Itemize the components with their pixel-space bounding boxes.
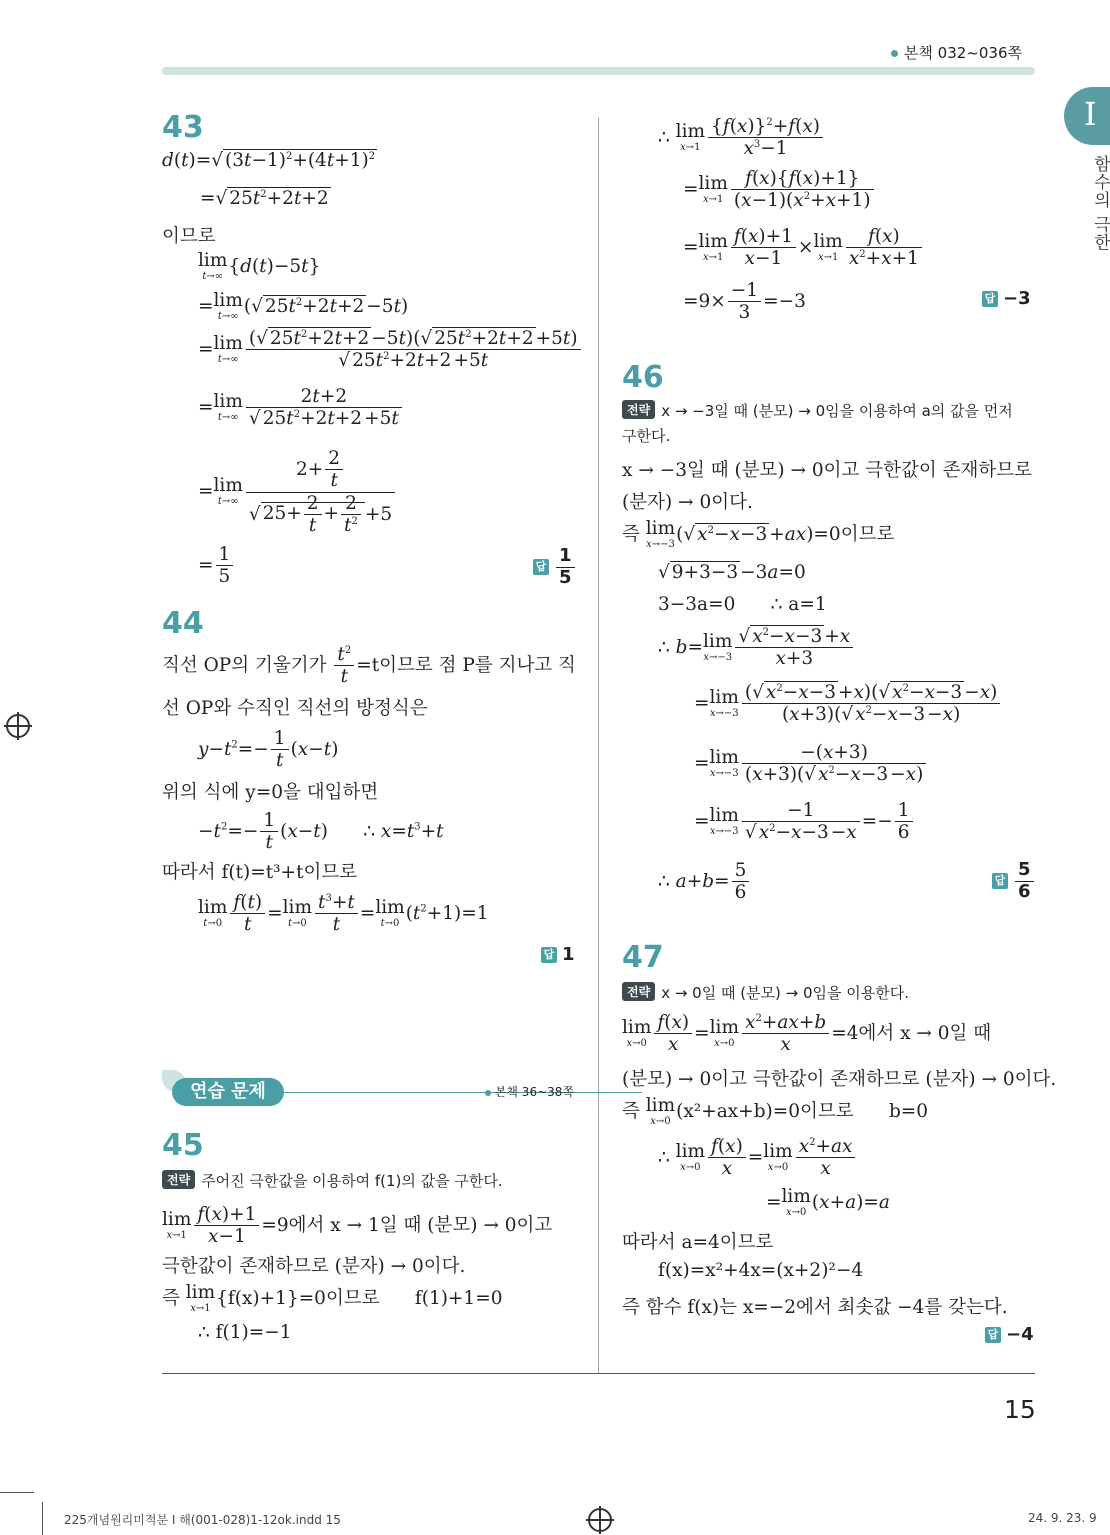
column-divider [598, 118, 599, 1373]
chapter-tab: I [1064, 87, 1110, 145]
text-47-3: 즉 lim x→0 (x²+ax+b)=0이므로 b=0 [622, 1095, 929, 1127]
eq-46-2: 3−3a=0 ∴ a=1 [658, 594, 827, 615]
eq-45c-4: =9× $\frac{-1}{3}$ =−3 [683, 280, 806, 324]
eq-43-5: =lim t→∞ $\frac{(√ 25t^2+2t+2 -5t)(√ 25t^2+2t+2 +5t)}{√ 25t^2+2t+2 +5t}$ [198, 328, 583, 372]
eq-43-4: =lim t→∞ (√ $25t^2+2t+2 -5t$) [198, 290, 409, 322]
eq-44-3: lim t→0 $\frac{f(t)}{t}$ =lim t→0 $\frac{t^3+t}{t}$ =lim t→0 $(t^2+1)=1$ [198, 892, 489, 936]
text-44-1: 직선 OP의 기울기가 $\frac{t^2}{t}$ =t이므로 점 P를 지나고 직 [162, 644, 576, 688]
text-44-2: 선 OP와 수직인 직선의 방정식은 [162, 698, 428, 719]
text-47-6: 즉 함수 f(x)는 x=−2에서 최솟값 −4를 갖는다. [622, 1297, 1008, 1318]
eq-43-2: =√ $25t^2+2t+2$ [200, 188, 329, 209]
crop-mark [0, 1492, 34, 1493]
problem-number-44: 44 [162, 606, 204, 641]
answer-43: 답 $\frac{1}{5}$ [533, 546, 577, 588]
crop-mark-vertical [42, 1502, 43, 1535]
eq-44-1: $y-t^2=-$ $\frac{1}{t}$ (x−t) [198, 728, 339, 772]
text-47-4: 따라서 a=4이므로 [622, 1232, 774, 1253]
text-44-4: 따라서 f(t)=t³+t이므로 [162, 862, 358, 883]
footer-date: 24. 9. 23. 9 [1028, 1511, 1097, 1525]
header-reference: 본책 032~036쪽 [891, 42, 1022, 63]
eq-43-8: = $\frac{1}{5}$ [198, 544, 235, 588]
eq-43-6: =lim t→∞ $\frac{2t+2}{√ 25t^2+2t+2 +5t}$ [198, 386, 404, 430]
footer-slug: 225개념원리미적분 I 해(001-028)1-12ok.indd 15 [64, 1513, 341, 1527]
eq-43-7: =lim t→∞ 2+ $\frac{2}{t}$ √ 25+ $\frac{2}{t}$ + $\frac{2}{t^2}$ +5 [198, 448, 397, 536]
text-45-3: 즉 lim x→1 {f(x)+1}=0이므로 f(1)+1=0 [162, 1282, 503, 1314]
strategy-45: 전략 주어진 극한값을 이용하여 f(1)의 값을 구한다. [162, 1170, 503, 1191]
bottom-rule [162, 1373, 1035, 1374]
problem-number-45: 45 [162, 1128, 204, 1163]
text-47-2: (분모) → 0이고 극한값이 존재하므로 (분자) → 0이다. [622, 1069, 1057, 1090]
eq-47-2: =lim x→0 (x+a)=a [766, 1186, 890, 1218]
eq-46-4: =lim x→−3 $\frac{(√ x^2-x-3 +x)(√ x^2-x-3 -x)}{(x+3)(√ x^2-x-3 -x)}$ [694, 682, 1002, 726]
text-46-2: (분자) → 0이다. [622, 492, 753, 513]
answer-46: 답 $\frac{5}{6}$ [992, 860, 1036, 902]
text-47-5: f(x)=x²+4x=(x+2)²−4 [658, 1260, 864, 1281]
eq-46-7: ∴ a+b= $\frac{5}{6}$ [658, 860, 751, 904]
registration-mark-icon [6, 714, 30, 738]
problem-number-46: 46 [622, 360, 664, 395]
eq-46-1: √ 9+3−3 −3a=0 [658, 562, 806, 583]
eq-47-1: ∴ lim x→0 $\frac{f(x)}{x}$ =lim x→0 $\frac{x^2+ax}{x}$ [658, 1136, 857, 1180]
eq-45c-2: =lim x→1 $\frac{f(x)\{f(x)+1\}}{(x-1)(x^2+x+1)}$ [683, 168, 876, 212]
eq-46-5: =lim x→−3 $\frac{-(x+3)}{(x+3)(√ x^2-x-3 -x)}$ [694, 742, 928, 786]
text-45-4: ∴ f(1)=−1 [198, 1322, 292, 1343]
strategy-47: 전략 x → 0일 때 (분모) → 0임을 이용한다. [622, 982, 909, 1003]
answer-44: 답 1 [541, 944, 575, 965]
eq-43-1: d(t)=√ $(3t-1)^2+(4t+1)^2$ [162, 150, 376, 171]
problem-number-43: 43 [162, 110, 204, 145]
chapter-title: 함수의 극한 [1090, 155, 1110, 252]
text-43-imoro: 이므로 [162, 226, 216, 247]
practice-section-header [162, 1070, 574, 1110]
answer-45: 답 −3 [982, 288, 1031, 309]
header-bar [162, 67, 1035, 75]
strategy-46-2: 구한다. [622, 427, 671, 445]
eq-46-3: ∴ b=lim x→−3 $\frac{√ x^2-x-3 +x}{x+3}$ [658, 626, 855, 670]
eq-46-6: =lim x→−3 $\frac{-1}{√ x^2-x-3 -x}$ =− $\frac{1}{6}$ [694, 800, 915, 844]
practice-reference: 본책 36~38쪽 [485, 1083, 574, 1100]
text-46-3: 즉 lim x→−3 (√ $x^2-x-3 +ax)=0$이므로 [622, 518, 895, 550]
text-46-1: x → −3일 때 (분모) → 0이고 극한값이 존재하므로 [622, 460, 1033, 481]
text-44-3: 위의 식에 y=0을 대입하면 [162, 782, 379, 803]
registration-mark-icon [588, 1508, 612, 1532]
eq-45c-3: =lim x→1 $\frac{f(x)+1}{x-1}$ ×lim x→1 $\frac{f(x)}{x^2+x+1}$ [683, 226, 924, 270]
eq-43-3: lim t→∞ {d(t)−5t} [198, 250, 321, 282]
answer-47: 답 −4 [985, 1324, 1034, 1345]
eq-44-2: $-t^2=-$ $\frac{1}{t}$ (x−t) ∴ $x=t^3+t$ [198, 810, 444, 854]
strategy-46-1: 전략 x → −3일 때 (분모) → 0임을 이용하여 a의 값을 먼저 [622, 400, 1013, 421]
problem-number-47: 47 [622, 940, 664, 975]
text-47-1: lim x→0 $\frac{f(x)}{x}$ =lim x→0 $\frac{x^2+ax+b}{x}$ =4에서 x → 0일 때 [622, 1012, 992, 1056]
practice-label: 연습 문제 [172, 1078, 284, 1106]
practice-rule [284, 1092, 642, 1093]
text-45-1: lim x→1 $\frac{f(x)+1}{x-1}$ =9에서 x → 1일 때 (분모) → 0이고 [162, 1204, 553, 1248]
page-number: 15 [1004, 1395, 1036, 1424]
eq-45c-1: ∴ lim x→1 $\frac{\{f(x)\}^2+f(x)}{x^3-1}$ [658, 116, 825, 160]
text-45-2: 극한값이 존재하므로 (분자) → 0이다. [162, 1256, 466, 1277]
